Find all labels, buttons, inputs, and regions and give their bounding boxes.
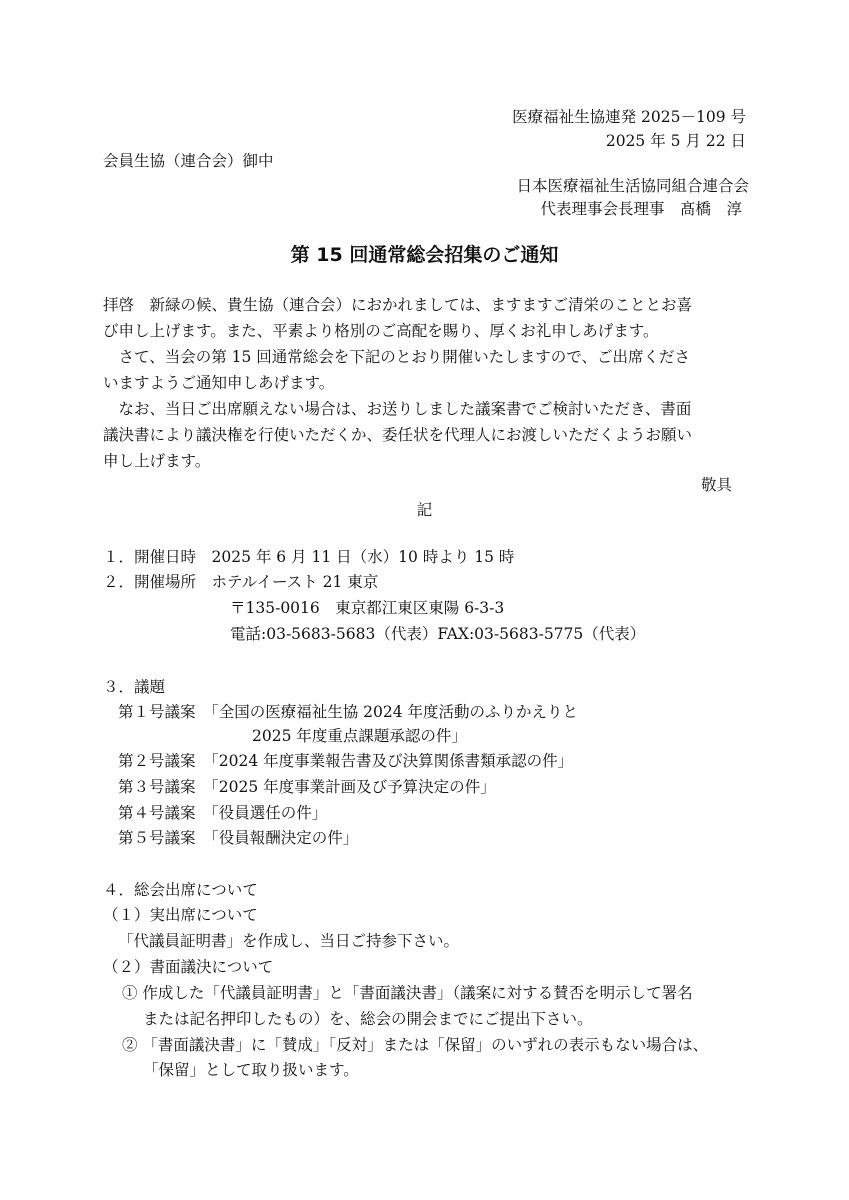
agenda-2: 第２号議案 「2024 年度事業報告書及び決算関係書類承認の件」 [118,752,574,770]
paragraph-2-line-2: いますようご通知申しあげます。 [103,374,335,392]
paragraph-2-line-1: さて、当会の第 15 回通常総会を下記のとおり開催いたしますので、ご出席くださ [103,348,690,366]
paragraph-1-line-1: 拝啓 新緑の候、貴生協（連合会）におかれましては、ますますご清栄のこととお喜 [103,296,693,314]
issue-date: 2025 年 5 月 22 日 [605,132,746,150]
agenda-1-line-2: 2025 年度重点課題承認の件」 [252,727,467,745]
item-1-date: １．開催日時 2025 年 6 月 11 日（水）10 時より 15 時 [103,548,515,566]
subsection-1: （１）実出席について [103,906,258,924]
paragraph-1-line-2: び申し上げます。また、平素より格別のご高配を賜り、厚くお礼申しあげます。 [103,322,659,340]
ki-heading: 記 [416,501,433,519]
closing-keigu: 敬具 [700,476,732,494]
paragraph-3-line-3: 申し上げます。 [103,452,211,470]
paragraph-3-line-2: 議決書により議決権を行使いただくか、委任状を代理人にお渡しいただくようお願い [103,426,693,444]
venue-phone-fax: 電話:03-5683-5683（代表）FAX:03-5683-5775（代表） [230,625,646,643]
paragraph-3-line-1: なお、当日ご出席願えない場合は、お送りしました議案書でご検討いただき、書面 [103,400,692,418]
document-number: 医療福祉生協連発 2025－109 号 [512,108,746,126]
agenda-5: 第５号議案 「役員報酬決定の件」 [118,829,359,847]
item-2-venue: ２．開催場所 ホテルイースト 21 東京 [103,573,379,591]
subsection-1-text: 「代議員証明書」を作成し、当日ご持参下さい。 [118,932,460,950]
subsection-2: （２）書面議決について [103,958,274,976]
agenda-1-line-1: 第１号議案 「全国の医療福祉生協 2024 年度活動のふりかえりと [118,703,579,721]
subsection-2-point-2-line-1: ② 「書面議決書」に「賛成」「反対」または「保留」のいずれの表示もない場合は、 [122,1036,709,1054]
subsection-2-point-1-line-2: または記名押印したもの）を、総会の開会までにご提出下さい。 [143,1010,593,1028]
sender-representative: 代表理事会長理事 髙橋 淳 [540,200,742,218]
subsection-2-point-1-line-1: ① 作成した「代議員証明書」と「書面議決書」（議案に対する賛否を明示して署名 [122,984,693,1002]
document-title: 第 15 回通常総会招集のご通知 [290,244,559,266]
item-3-agenda: ３．議題 [103,678,166,696]
addressee: 会員生協（連合会）御中 [103,152,274,170]
agenda-4: 第４号議案 「役員選任の件」 [118,804,328,822]
venue-address: 〒135-0016 東京都江東区東陽 6-3-3 [230,599,505,617]
sender-organization: 日本医療福祉生活協同組合連合会 [516,177,749,195]
agenda-3: 第３号議案 「2025 年度事業計画及び予算決定の件」 [118,778,496,796]
subsection-2-point-2-line-2: 「保留」として取り扱います。 [143,1061,359,1079]
item-4-attendance: ４．総会出席について [103,881,258,899]
